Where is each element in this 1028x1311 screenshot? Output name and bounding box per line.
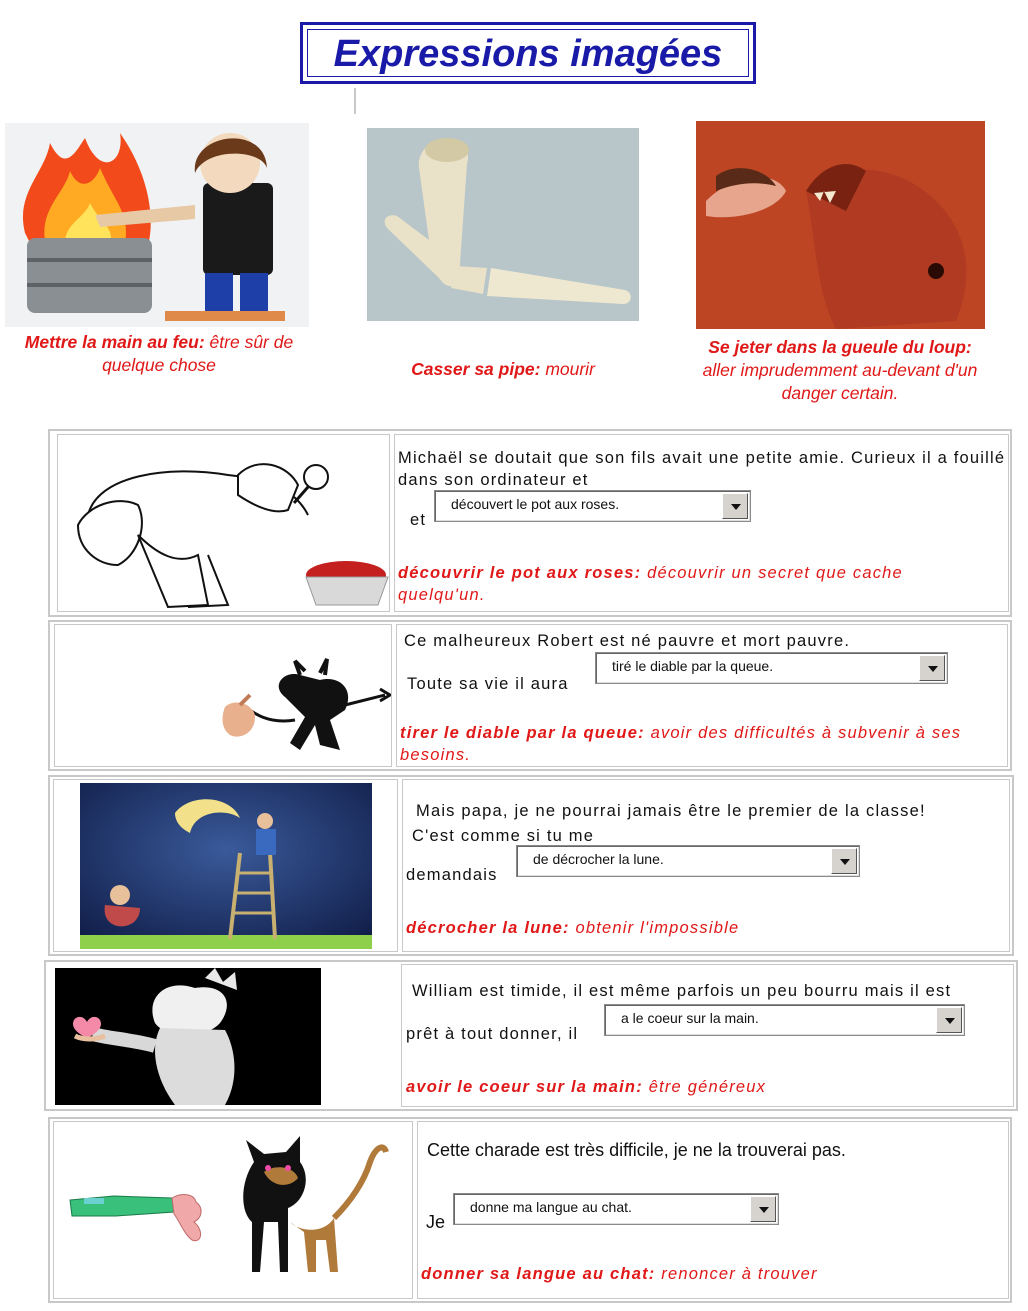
chevron-down-icon[interactable] xyxy=(919,655,945,681)
chevron-down-icon[interactable] xyxy=(936,1007,962,1033)
tongue-cat-image xyxy=(54,1122,412,1298)
answer-dropdown[interactable] xyxy=(516,845,860,877)
sentence-text: Cette charade est très difficile, je ne la trouverai pas. xyxy=(427,1140,846,1160)
answer-dropdown[interactable] xyxy=(453,1193,779,1225)
dropdown-value: de décrocher la lune. xyxy=(533,851,664,867)
answer-dropdown[interactable] xyxy=(434,490,751,522)
dropdown-value: découvert le pot aux roses. xyxy=(451,496,620,512)
answer-dropdown[interactable] xyxy=(595,652,948,684)
definition: découvrir le pot aux roses: découvrir un secret que cache quelqu'un. xyxy=(398,564,903,604)
detective-rose-image xyxy=(58,435,389,611)
chevron-down-icon[interactable] xyxy=(831,848,857,874)
wolf-mouth-image xyxy=(696,121,985,329)
definition: avoir le coeur sur la main: être généreux xyxy=(406,1078,767,1096)
definition: tirer le diable par la queue: avoir des difficultés à subvenir à ses besoins. xyxy=(400,724,962,764)
dropdown-value: donne ma langue au chat. xyxy=(470,1199,632,1215)
sentence-text-2: C'est comme si tu me xyxy=(412,827,595,845)
divider xyxy=(354,88,356,114)
dropdown-value: tiré le diable par la queue. xyxy=(612,658,774,674)
caption-broken-pipe: Casser sa pipe: mourir xyxy=(411,359,595,379)
sentence-text: William est timide, il est même parfois un peu bourru mais il est xyxy=(412,982,952,1000)
definition: donner sa langue au chat: renoncer à trouver xyxy=(421,1265,818,1283)
caption-wolf-mouth: Se jeter dans la gueule du loup: aller imprudemment au-devant d'un danger certain. xyxy=(702,337,978,403)
heart-hand-image xyxy=(55,968,321,1105)
hand-in-fire-image xyxy=(5,123,309,327)
image-cell xyxy=(54,624,392,767)
devil-tail-image xyxy=(55,625,391,766)
dropdown-value: a le coeur sur la main. xyxy=(621,1010,759,1026)
caption-hand-in-fire: Mettre la main au feu: être sûr de quelque chose xyxy=(24,332,294,375)
sentence-text: Ce malheureux Robert est né pauvre et mort pauvre. xyxy=(404,632,851,650)
broken-pipe-image xyxy=(367,128,639,321)
sentence-prefix: Je xyxy=(426,1212,446,1232)
image-cell xyxy=(53,1121,413,1299)
definition: décrocher la lune: obtenir l'impossible xyxy=(406,919,740,937)
sentence-prefix: demandais xyxy=(406,866,498,884)
chevron-down-icon[interactable] xyxy=(750,1196,776,1222)
sentence-prefix: et xyxy=(410,511,427,529)
sentence-text: Michaël se doutait que son fils avait une petite amie. Curieux il a fouillé dans son ordinateur et xyxy=(398,449,1006,489)
image-cell xyxy=(57,434,390,612)
sentence-prefix: Toute sa vie il aura xyxy=(407,675,569,693)
answer-dropdown[interactable] xyxy=(604,1004,965,1036)
sentence-prefix: prêt à tout donner, il xyxy=(406,1025,579,1043)
page-title: Expressions imagées xyxy=(333,33,723,75)
chevron-down-icon[interactable] xyxy=(722,493,748,519)
sentence-text: Mais papa, je ne pourrai jamais être le premier de la classe! xyxy=(416,802,926,820)
moon-ladder-image xyxy=(80,783,372,949)
title-box xyxy=(300,22,756,84)
